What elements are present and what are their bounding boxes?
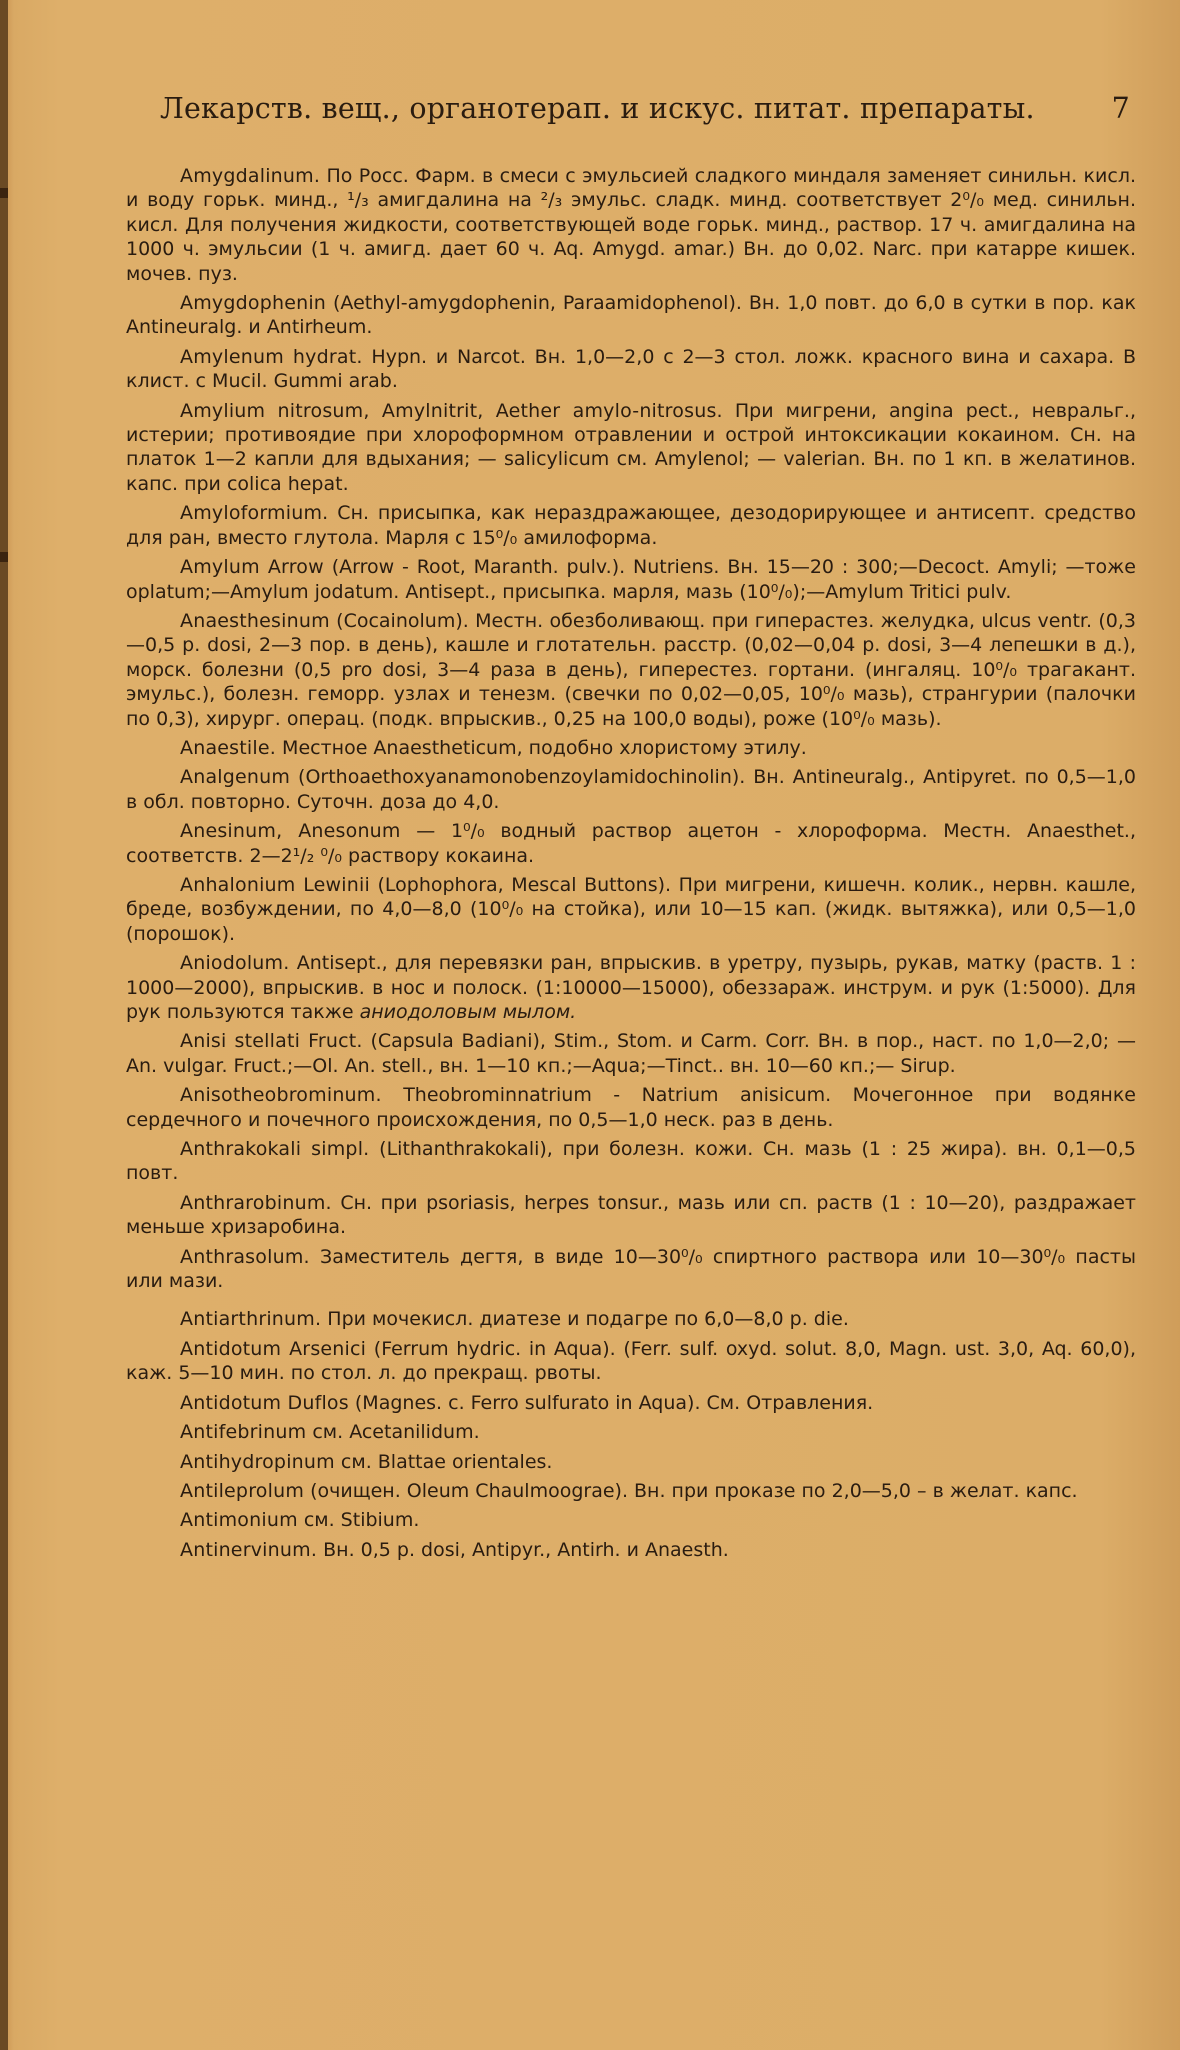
entry-text: Hypn. и Narcot. Вн. 1,0—2,0 с 2—3 стол. ложк. красного вина и сахара. В клист. с Mucil. Gummi arab. (126, 345, 1136, 393)
entry-text: Заместитель дегтя, в виде 10—30⁰/₀ спиртного раствора или 10—30⁰/₀ пасты или мази. (126, 1245, 1136, 1293)
dictionary-entry (126, 1538, 1136, 1562)
dictionary-entry (126, 291, 1136, 340)
dictionary-entry (126, 1083, 1136, 1132)
entry-text: (Lithanthrakokali), при болезн. кожи. Сн. мазь (1 : 25 жира). вн. 0,1—0,5 повт. (126, 1138, 1136, 1185)
dictionary-entry (126, 399, 1136, 497)
dictionary-entry (126, 1337, 1136, 1386)
entry-text: (Orthoaethoxyanamonobenzoylamidochinolin). Вн. Antineuralg., Antipyret. по 0,5—1,0 в обл. повторно. Суточн. доза до 4,0. (126, 766, 1136, 813)
dictionary-entry (126, 1391, 1136, 1415)
dictionary-entries (126, 164, 1136, 1567)
entry-text: Theobrominnatrium - Natrium anisicum. Мочегонное при водянке сердечного и почечного происхождения, по 0,5—1,0 неск. раз в день. (126, 1084, 1136, 1131)
entry-term: Analgenum (180, 766, 291, 789)
dictionary-entry (126, 501, 1136, 550)
entry-term: Anisotheobrominum. (180, 1084, 382, 1107)
dictionary-entry (126, 1029, 1136, 1078)
dictionary-entry (126, 1307, 1136, 1331)
dictionary-entry (126, 1420, 1136, 1444)
page-number: 7 (1111, 92, 1130, 125)
dictionary-entry (126, 1479, 1136, 1503)
entry-term: Aniodolum. (180, 952, 290, 975)
entry-text: (очищен. Oleum Chaulmoograe). Вн. при проказе по 2,0—5,0 – в желат. капс. (304, 1479, 1078, 1502)
dictionary-entry (126, 951, 1136, 1024)
entry-term: Amygdalinum. (180, 165, 321, 187)
dictionary-entry (126, 555, 1136, 604)
entry-term: Anthrasolum. (180, 1245, 310, 1268)
entry-text: Antisept., для перевязки ран, впрыскив. в уретру, пузырь, рукав, матку (раств. 1 : 1000—2000), впрыскив. в нос и полоск. (1:10000—15000), обеззараж. инструм. и рук (1:5000). Для рук пользуются также (126, 952, 1136, 1023)
entry-term: Anaesthesinum (180, 609, 330, 632)
entry-text: (Arrow - Root, Maranth. pulv.). Nutriens. Вн. 15—20 : 300;—Decoct. Amyli; —тоже oplatum;—Amylum jodatum. Antisept., присыпка. марля, мазь (10⁰/₀);—Amylum Tritici pulv. (126, 556, 1136, 603)
entry-term: Anesinum, Anesonum (180, 820, 401, 843)
dictionary-entry (126, 1508, 1136, 1532)
running-title: Лекарств. вещ., органотерап. и искус. питат. препараты. (160, 92, 1035, 125)
entry-term: Amylenum hydrat. (180, 345, 363, 368)
entry-text: (Aethyl-amygdophenin, Paraamidophenol). Вн. 1,0 повт. до 6,0 в сутки в пор. как Antineuralg. и Antirheum. (126, 292, 1136, 339)
entry-text: Сн. при psoriasis, herpes tonsur., мазь или сп. раств (1 : 10—20), раздражает меньше хризаробина. (126, 1191, 1136, 1239)
dictionary-entry (126, 765, 1136, 814)
entry-term: Anthrarobinum. (180, 1191, 332, 1214)
entry-term: Amylum Arrow (180, 556, 324, 579)
dictionary-entry (126, 1191, 1136, 1240)
entry-term: Amygdophenin (180, 292, 327, 315)
entry-term: Antihydropinum (180, 1450, 335, 1473)
entry-term: Antifebrinum (180, 1421, 307, 1444)
dictionary-entry (126, 609, 1136, 731)
entry-text: По Росс. Фарм. в смеси с эмульсией сладкого миндаля заменяет синильн. кисл. и воду горьк. минд., ¹/₃ амигдалина на ²/₃ эмульс. сладк. минд. соответствует 2⁰/₀ мед. синильн. кисл. Для получения жидкости, соответствующей воде горьк. минд., раствор. 17 ч. амигдалина на 1000 ч. эмульсии (1 ч. амигд. дает 60 ч. Aq. Amygd. amar.) Вн. до 0,02. Narc. при катарре кишек. мочев. пуз. (126, 165, 1136, 285)
entry-text: Сн. присыпка, как нераздражающее, дезодорирующее и антисепт. средство для ран, вместо глутола. Марля с 15⁰/₀ амилоформа. (126, 502, 1136, 549)
entry-text: При мочекисл. диатезе и подагре по 6,0—8,0 p. die. (321, 1308, 849, 1331)
dictionary-entry (126, 164, 1136, 286)
entry-text: (Cocainolum). Местн. обезболивающ. при гиперастез. желудка, ulcus ventr. (0,3—0,5 p. dosi, 2—3 пор. в день), кашле и глотательн. расстр. (0,02—0,04 p. dosi, 3—4 лепешки в д.), морск. болезни (0,5 pro dosi, 3—4 раза в день), гиперестез. гортани. (ингаляц. 10⁰/₀ трагакант. эмульс.), болезн. геморр. узлах и тенезм. (свечки по 0,02—0,05, 10⁰/₀ мазь), странгурии (палочки по 0,3), хирург. операц. (подк. впрыскив., 0,25 на 100,0 воды), роже (10⁰/₀ мазь). (126, 609, 1136, 730)
entry-term: Amylium nitrosum, Amylnitrit, Aether amylo-nitrosus. (180, 399, 723, 422)
dictionary-entry (126, 345, 1136, 394)
entry-text: Вн. 0,5 p. dosi, Antipyr., Antirh. и Anaesth. (317, 1538, 729, 1561)
dictionary-entry (126, 1450, 1136, 1474)
entry-term: Anaestile. (180, 736, 277, 759)
entry-term: Antimonium (180, 1509, 298, 1532)
entry-term: Anhalonium Lewinii (180, 873, 370, 896)
running-header (160, 92, 1130, 125)
entry-term: Amyloformium. (180, 502, 329, 525)
dictionary-entry (126, 1245, 1136, 1294)
entry-text: см. Stibium. (297, 1509, 420, 1532)
entry-term: Anthrakokali simpl. (180, 1138, 370, 1161)
dictionary-entry (126, 819, 1136, 868)
entry-text: см. Blattae orientales. (334, 1450, 553, 1473)
entry-term: Anisi stellati Fruct. (180, 1030, 363, 1053)
entry-term: Antidotum Duflos (180, 1391, 349, 1414)
entry-text: (Magnes. c. Ferro sulfurato in Aqua). См. Отравления. (348, 1391, 874, 1414)
dictionary-entry (126, 1137, 1136, 1186)
entry-text: Местное Anaestheticum, подобно хлористому этилу. (276, 736, 807, 759)
entry-text: — 1⁰/₀ водный раствор ацетон - хлороформа. Местн. Anaesthet., соответств. 2—2¹/₂ ⁰/₀ раствору кокаина. (126, 820, 1136, 867)
margin-mark (0, 552, 8, 562)
entry-italic-text: аниодоловым мылом. (359, 1001, 577, 1023)
entry-term: Antinervinum. (180, 1538, 318, 1561)
dictionary-entry (126, 873, 1136, 946)
entry-term: Antiarthrinum. (180, 1308, 322, 1331)
page-binding-edge (0, 0, 8, 2050)
entry-term: Antidotum Arsenici (180, 1337, 367, 1360)
entry-text: (Ferrum hydric. in Aqua). (Ferr. sulf. oxyd. solut. 8,0, Magn. ust. 3,0, Aq. 60,0), каж. 5—10 мин. по стол. л. до прекращ. рвоты. (126, 1337, 1136, 1385)
entry-text: (Lophophora, Mescal Buttons). При мигрени, кишечн. колик., нервн. кашле, бреде, возбуждении, по 4,0—8,0 (10⁰/₀ на стойка), или 10—15 кап. (жидк. вытяжка), или 0,5—1,0 (порошок). (126, 873, 1136, 945)
entry-term: Antileprolum (180, 1479, 305, 1502)
entry-text: (Capsula Badiani), Stim., Stom. и Carm. Corr. Вн. в пор., наст. по 1,0—2,0; — An. vulgar. Fruct.;—Ol. An. stell., вн. 1—10 кп.;—Aqua;—Tinct.. вн. 10—60 кп.;— Sirup. (126, 1030, 1136, 1077)
entry-text: см. Acetanilidum. (306, 1421, 480, 1444)
margin-mark (0, 188, 8, 198)
dictionary-entry (126, 736, 1136, 760)
entry-text: При мигрени, angina pect., невральг., истерии; противоядие при хлороформном отравлении и острой интоксикации кокаином. Сн. на платок 1—2 капли для вдыхания; — salicylicum см. Amylenol; — valerian. Вн. по 1 кп. в желатинов. капс. при colica hepat. (126, 399, 1136, 495)
